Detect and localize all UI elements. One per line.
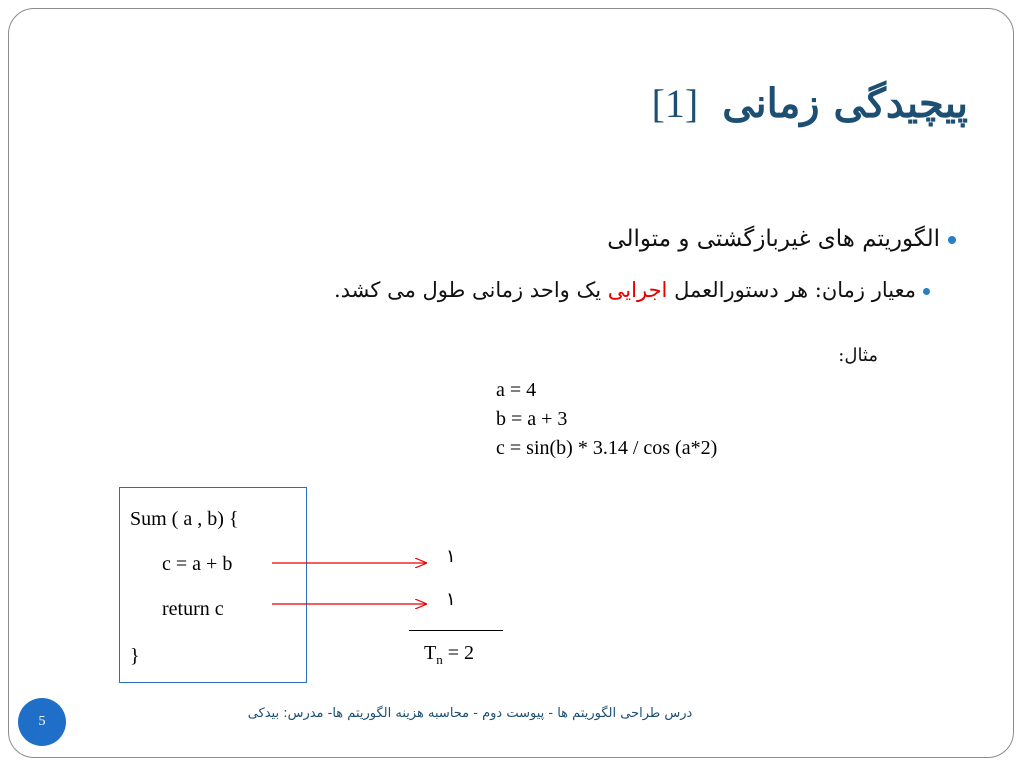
total-value: = 2 — [442, 642, 474, 664]
example-line: c = sin(b) * 3.14 / cos (a*2) — [496, 437, 718, 459]
total-cost — [424, 642, 474, 668]
bullet2-text-after: یک واحد زمانی طول می کشد. — [333, 278, 602, 302]
bullet-level-1: الگوریتم های غیربازگشتی و متوالی — [607, 226, 940, 252]
code-line-return: return c — [162, 598, 224, 620]
example-label: مثال: — [838, 345, 878, 366]
title-reference: [1] — [651, 81, 699, 126]
sum-divider — [409, 630, 503, 631]
total-subscript: n — [436, 652, 443, 667]
title-text: پیچیدگی زمانی — [722, 80, 968, 127]
cost-line-1: ١ — [446, 546, 456, 567]
bullet2-highlight: اجرایی — [607, 278, 668, 302]
code-header: Sum ( a , b) { — [130, 508, 239, 530]
cost-line-2: ١ — [446, 589, 456, 610]
bullet2-text-before: معیار زمان: هر دستورالعمل — [674, 278, 916, 302]
example-line: a = 4 — [496, 379, 537, 401]
page-number: 5 — [18, 698, 66, 746]
example-line: b = a + 3 — [496, 408, 568, 430]
footer-text: درس طراحی الگوریتم ها - پیوست دوم - محاسبه هزینه الگوریتم ها- مدرس: بیدکی — [247, 706, 693, 721]
code-close-brace: } — [130, 645, 140, 667]
total-symbol: T — [424, 642, 437, 664]
code-line-assign: c = a + b — [162, 553, 233, 575]
